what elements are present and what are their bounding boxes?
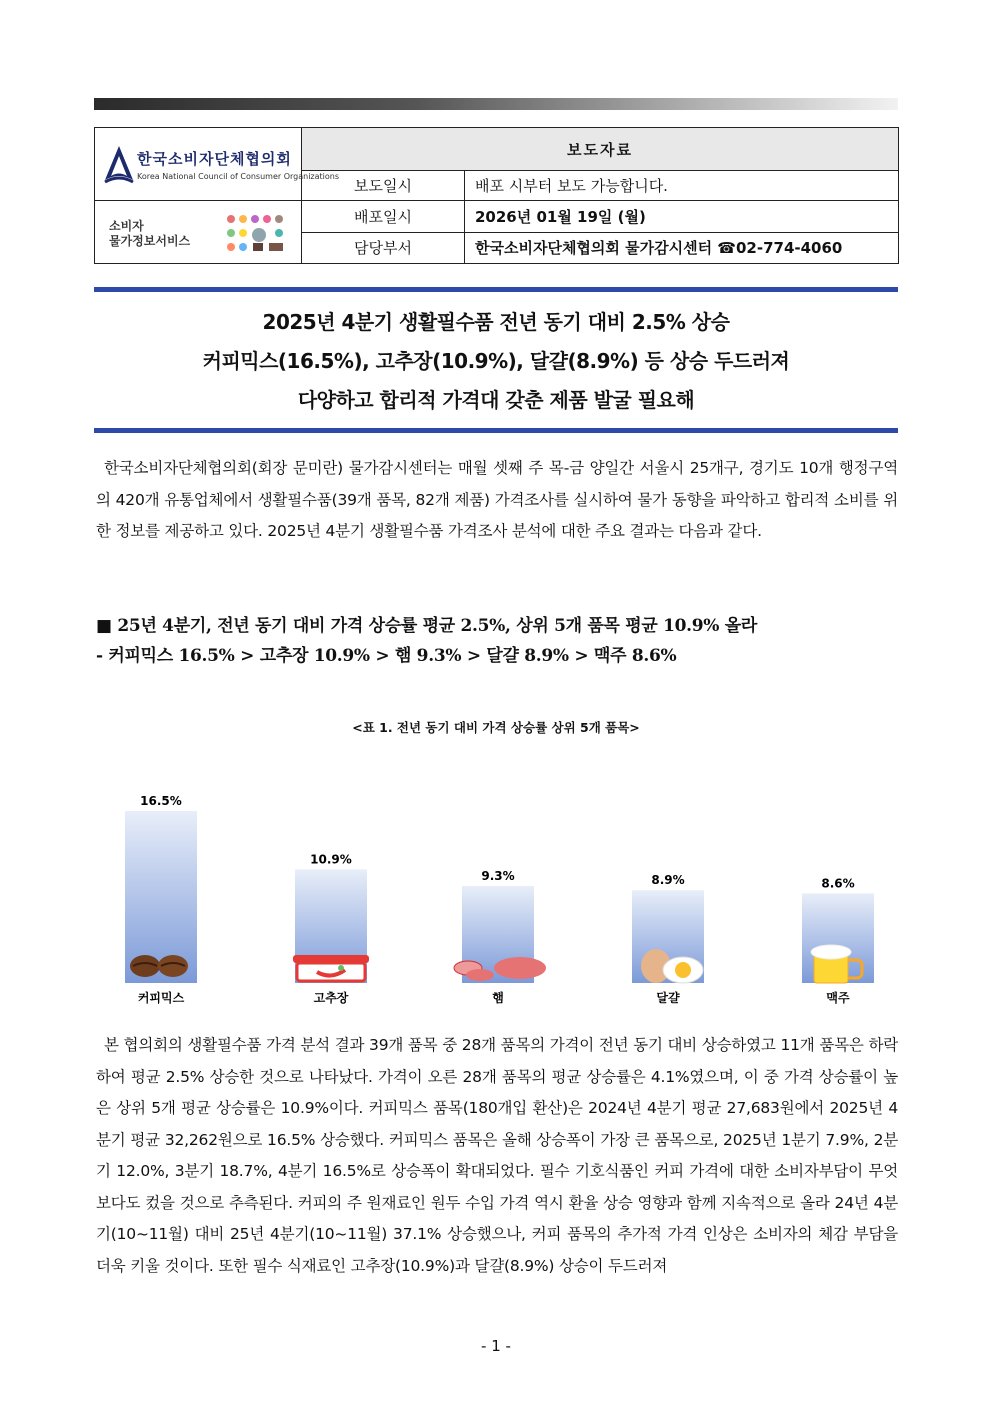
- release-time-label: 보도일시: [302, 171, 465, 201]
- press-header-table: [94, 127, 899, 264]
- bar-1: [125, 811, 197, 983]
- headline-bottom-rule: [94, 428, 898, 433]
- bar-value-label: 9.3%: [481, 869, 515, 884]
- bar-value-label: 16.5%: [140, 794, 182, 808]
- service-logo: [95, 201, 302, 264]
- page-number: - 1 -: [481, 1337, 511, 1355]
- release-time-value: 배포 시부터 보도 가능합니다.: [465, 171, 899, 201]
- gochujang-icon: [293, 955, 369, 981]
- headline-1: 2025년 4분기 생활필수품 전년 동기 대비 2.5% 상승: [262, 310, 730, 334]
- summary-ranking: - 커피믹스 16.5% > 고추장 10.9% > 햄 9.3% > 달걀 8.9% > 맥주 8.6%: [96, 646, 677, 666]
- department-value: 한국소비자단체협의회 물가감시센터 ☎02-774-4060: [465, 232, 899, 264]
- body-paragraph: 본 협의회의 생활필수품 가격 분석 결과 39개 품목 중 28개 품목의 가격이 전년 동기 대비 상승하였고 11개 품목은 하락하여 평균 2.5% 상승한 것으로 나타났다. 가격이 오른 28개 품목의 평균 상승률은 4.1%였으며, 이 중 가격 상승률이 높은 상위 5개 평균 상승률은 10.9%이다. 커피믹스 품목(180개입 환산)은 2024년 4분기 평균 27,683원에서 2025년 4분기 평균 32,262원으로 16.5% 상승했다. 커피믹스 품목은 올해 상승폭이 가장 큰 품목으로, 2025년 1분기 7.9%, 2분기 12.0%, 3분기 18.7%, 4분기 16.5%로 상승폭이 확대되었다. 필수 기호식품인 커피 가격에 대한 소비자부담이 무엇보다도 컸을 것으로 추측된다. 커피의 주 원재료인 원두 수입 가격 역시 환율 상승 영향과 함께 지속적으로 올라 24년 4분기(10~11월) 대비 25년 4분기(10~11월) 37.1% 상승했으나, 커피 품목의 추가적 가격 인상은 소비자의 체감 부담을 더욱 키울 것이다. 또한 필수 식재료인 고추장(10.9%)과 달걀(8.9%) 상승이 두드러져: [96, 1036, 898, 1275]
- price-increase-bar-chart: [94, 780, 898, 1010]
- category-label: 햄: [492, 991, 504, 1005]
- bar-value-label: 10.9%: [310, 852, 352, 867]
- org-emblem-icon: [103, 144, 135, 186]
- top-decorative-bar: [94, 98, 898, 110]
- category-label: 커피믹스: [137, 991, 185, 1005]
- headline-top-rule: [94, 287, 898, 292]
- intro-paragraph: 한국소비자단체협의회(회장 문미란) 물가감시센터는 매월 셋째 주 목-금 양일간 서울시 25개구, 경기도 10개 행정구역의 420개 유통업체에서 생활필수품(39개 품목, 82개 제품) 가격조사를 실시하여 물가 동향을 파악하고 합리적 소비를 위한 정보를 제공하고 있다. 2025년 4분기 생활필수품 가격조사 분석에 대한 주요 결과는 다음과 같다.: [96, 459, 898, 540]
- summary-bullet: ■ 25년 4분기, 전년 동기 대비 가격 상승률 평균 2.5%, 상위 5개 품목 평균 10.9% 올라: [96, 616, 758, 636]
- category-label: 맥주: [826, 991, 850, 1005]
- table-caption: <표 1. 전년 동기 대비 가격 상승률 상위 5개 품목>: [352, 720, 640, 735]
- distribution-date-value: 2026년 01월 19일 (월): [465, 201, 899, 233]
- category-label: 고추장: [313, 991, 349, 1005]
- department-label: 담당부서: [302, 232, 465, 264]
- bar-value-label: 8.9%: [651, 873, 685, 888]
- bar-value-label: 8.6%: [821, 876, 855, 891]
- org-name: 한국소비자단체협의회: [137, 150, 292, 168]
- org-logo: [95, 128, 340, 201]
- headline-2: 커피믹스(16.5%), 고추장(10.9%), 달걀(8.9%) 등 상승 두드러져: [202, 349, 790, 373]
- doc-title: 보도자료: [302, 128, 899, 171]
- service-name: 소비자 물가정보서비스: [109, 219, 191, 248]
- distribution-date-label: 배포일시: [302, 201, 465, 233]
- category-label: 달걀: [656, 991, 680, 1005]
- product-icons-cluster-icon: [225, 213, 297, 255]
- headline-3: 다양하고 합리적 가격대 갖춘 제품 발굴 필요해: [297, 388, 695, 412]
- org-name-en: Korea National Council of Consumer Organizations: [137, 172, 340, 181]
